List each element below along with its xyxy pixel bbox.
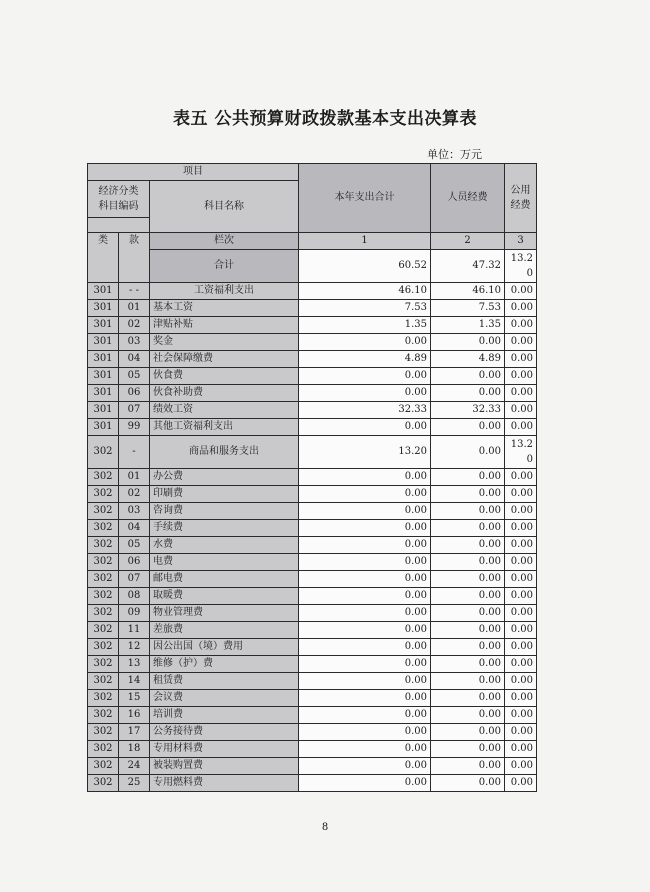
subject-name-header: 科目名称 (150, 181, 299, 233)
personnel-cell: 0.00 (431, 673, 505, 690)
public-cell: 0.00 (505, 351, 537, 368)
col-personnel-header: 人员经费 (431, 164, 505, 233)
personnel-cell: 0.00 (431, 334, 505, 351)
public-cell: 0.00 (505, 469, 537, 486)
table-row (88, 554, 537, 571)
subject-name-cell: 咨询费 (150, 503, 299, 520)
lei-cell: 302 (88, 469, 119, 486)
total-row (88, 250, 537, 283)
total-public: 13.20 (505, 250, 537, 283)
personnel-cell: 0.00 (431, 622, 505, 639)
lei-cell: 301 (88, 419, 119, 436)
personnel-cell: 0.00 (431, 436, 505, 469)
lei-cell: 301 (88, 385, 119, 402)
table-row (88, 317, 537, 334)
total-cell: 32.33 (299, 402, 431, 419)
public-cell: 0.00 (505, 402, 537, 419)
lei-cell: 302 (88, 775, 119, 792)
subject-name-cell: 邮电费 (150, 571, 299, 588)
personnel-cell: 0.00 (431, 639, 505, 656)
page-title: 表五 公共预算财政拨款基本支出决算表 (173, 109, 477, 129)
total-cell: 46.10 (299, 283, 431, 300)
total-cell: 0.00 (299, 605, 431, 622)
public-cell: 0.00 (505, 419, 537, 436)
subject-name-cell: 会议费 (150, 690, 299, 707)
subject-name-cell: 伙食费 (150, 368, 299, 385)
table-row (88, 300, 537, 317)
total-cell: 0.00 (299, 554, 431, 571)
personnel-cell: 0.00 (431, 469, 505, 486)
lane-header: 栏次 (150, 233, 299, 250)
kuan-cell: 08 (119, 588, 150, 605)
table-row (88, 656, 537, 673)
kuan-cell: - - (119, 283, 150, 300)
kuan-cell: 17 (119, 724, 150, 741)
personnel-cell: 0.00 (431, 605, 505, 622)
total-cell: 0.00 (299, 520, 431, 537)
public-cell: 0.00 (505, 758, 537, 775)
subject-name-cell: 专用材料费 (150, 741, 299, 758)
subject-name-cell: 基本工资 (150, 300, 299, 317)
kuan-cell: 09 (119, 605, 150, 622)
total-cell: 0.00 (299, 707, 431, 724)
lei-cell: 301 (88, 334, 119, 351)
table-row (88, 690, 537, 707)
page-number: 8 (321, 822, 329, 833)
table-row (88, 673, 537, 690)
personnel-cell: 0.00 (431, 707, 505, 724)
subject-name-cell: 津贴补贴 (150, 317, 299, 334)
lei-cell: 302 (88, 656, 119, 673)
table-row (88, 385, 537, 402)
total-label: 合计 (150, 250, 299, 283)
kuan-cell: 15 (119, 690, 150, 707)
lei-header: 类 (88, 233, 119, 283)
personnel-cell: 0.00 (431, 775, 505, 792)
total-cell: 0.00 (299, 486, 431, 503)
total-cell: 4.89 (299, 351, 431, 368)
col-public-header: 公用经费 (505, 164, 537, 233)
table-row (88, 622, 537, 639)
kuan-cell: 03 (119, 334, 150, 351)
table-row (88, 588, 537, 605)
public-cell: 0.00 (505, 741, 537, 758)
subject-name-cell: 培训费 (150, 707, 299, 724)
subject-name-cell: 租赁费 (150, 673, 299, 690)
subject-name-cell: 电费 (150, 554, 299, 571)
lei-cell: 301 (88, 351, 119, 368)
lei-cell: 301 (88, 283, 119, 300)
lei-cell: 301 (88, 300, 119, 317)
kuan-cell: 05 (119, 537, 150, 554)
subject-name-cell: 专用燃料费 (150, 775, 299, 792)
total-personnel: 47.32 (431, 250, 505, 283)
lei-cell: 302 (88, 622, 119, 639)
lei-cell: 302 (88, 639, 119, 656)
total-cell: 0.00 (299, 622, 431, 639)
kuan-header: 款 (119, 233, 150, 283)
public-cell: 0.00 (505, 724, 537, 741)
subject-name-cell: 绩效工资 (150, 402, 299, 419)
table-row (88, 469, 537, 486)
table-row (88, 707, 537, 724)
public-cell: 0.00 (505, 571, 537, 588)
lei-cell: 301 (88, 317, 119, 334)
table-row (88, 486, 537, 503)
header-row-project (88, 164, 537, 181)
subject-name-cell: 印刷费 (150, 486, 299, 503)
public-cell: 0.00 (505, 639, 537, 656)
public-cell: 0.00 (505, 317, 537, 334)
kuan-cell: 06 (119, 554, 150, 571)
table-row (88, 571, 537, 588)
subject-name-cell: 商品和服务支出 (150, 436, 299, 469)
lei-cell: 302 (88, 571, 119, 588)
lei-cell: 302 (88, 486, 119, 503)
kuan-cell: 04 (119, 520, 150, 537)
subject-name-cell: 办公费 (150, 469, 299, 486)
lei-cell: 302 (88, 707, 119, 724)
public-cell: 0.00 (505, 368, 537, 385)
table-row (88, 368, 537, 385)
public-cell: 0.00 (505, 283, 537, 300)
public-cell: 0.00 (505, 656, 537, 673)
subject-name-cell: 取暖费 (150, 588, 299, 605)
subject-name-cell: 社会保障缴费 (150, 351, 299, 368)
lei-cell: 301 (88, 402, 119, 419)
total-cell: 0.00 (299, 690, 431, 707)
personnel-cell: 0.00 (431, 520, 505, 537)
lei-cell: 302 (88, 758, 119, 775)
lei-cell: 302 (88, 673, 119, 690)
personnel-cell: 0.00 (431, 385, 505, 402)
kuan-cell: 11 (119, 622, 150, 639)
kuan-cell: 12 (119, 639, 150, 656)
kuan-cell: 05 (119, 368, 150, 385)
public-cell: 0.00 (505, 673, 537, 690)
table-row (88, 520, 537, 537)
total-cell: 0.00 (299, 385, 431, 402)
kuan-cell: 02 (119, 486, 150, 503)
kuan-cell: 01 (119, 469, 150, 486)
kuan-cell: - (119, 436, 150, 469)
lei-cell: 302 (88, 741, 119, 758)
lei-cell: 302 (88, 436, 119, 469)
personnel-cell: 0.00 (431, 656, 505, 673)
project-header: 项目 (88, 164, 299, 181)
personnel-cell: 7.53 (431, 300, 505, 317)
personnel-cell: 0.00 (431, 588, 505, 605)
kuan-cell: 07 (119, 402, 150, 419)
subject-name-cell: 奖金 (150, 334, 299, 351)
kuan-cell: 02 (119, 317, 150, 334)
table-row (88, 436, 537, 469)
table-row (88, 605, 537, 622)
total-cell: 0.00 (299, 571, 431, 588)
total-cell: 0.00 (299, 673, 431, 690)
personnel-cell: 0.00 (431, 554, 505, 571)
public-cell: 0.00 (505, 385, 537, 402)
total-cell: 7.53 (299, 300, 431, 317)
table-row (88, 334, 537, 351)
budget-table (87, 163, 537, 792)
public-cell: 0.00 (505, 300, 537, 317)
lane-1: 1 (299, 233, 431, 250)
table-row (88, 419, 537, 436)
table-row (88, 639, 537, 656)
total-cell: 1.35 (299, 317, 431, 334)
lei-cell: 301 (88, 368, 119, 385)
public-cell: 13.20 (505, 436, 537, 469)
table-row (88, 741, 537, 758)
lei-cell: 302 (88, 537, 119, 554)
personnel-cell: 0.00 (431, 419, 505, 436)
table-row (88, 724, 537, 741)
personnel-cell: 0.00 (431, 571, 505, 588)
table-row (88, 503, 537, 520)
public-cell: 0.00 (505, 690, 537, 707)
kuan-cell: 03 (119, 503, 150, 520)
total-cell: 0.00 (299, 639, 431, 656)
kuan-cell: 04 (119, 351, 150, 368)
col-total-header: 本年支出合计 (299, 164, 431, 233)
subject-name-cell: 工资福利支出 (150, 283, 299, 300)
subject-name-cell: 水费 (150, 537, 299, 554)
total-cell: 0.00 (299, 503, 431, 520)
table-row (88, 402, 537, 419)
public-cell: 0.00 (505, 537, 537, 554)
kuan-cell: 24 (119, 758, 150, 775)
total-cell: 0.00 (299, 758, 431, 775)
table-row (88, 758, 537, 775)
total-cell: 0.00 (299, 419, 431, 436)
personnel-cell: 4.89 (431, 351, 505, 368)
kuan-cell: 13 (119, 656, 150, 673)
personnel-cell: 0.00 (431, 368, 505, 385)
public-cell: 0.00 (505, 588, 537, 605)
total-cell: 0.00 (299, 656, 431, 673)
total-cell: 0.00 (299, 741, 431, 758)
kuan-cell: 01 (119, 300, 150, 317)
lei-cell: 302 (88, 520, 119, 537)
personnel-cell: 0.00 (431, 503, 505, 520)
total-cell: 0.00 (299, 588, 431, 605)
subject-code-label: 科目编码 (98, 201, 139, 212)
subject-name-cell: 物业管理费 (150, 605, 299, 622)
public-cell: 0.00 (505, 486, 537, 503)
subject-name-cell: 被装购置费 (150, 758, 299, 775)
kuan-cell: 25 (119, 775, 150, 792)
public-cell: 0.00 (505, 334, 537, 351)
kuan-cell: 14 (119, 673, 150, 690)
lei-cell: 302 (88, 605, 119, 622)
subject-name-cell: 公务接待费 (150, 724, 299, 741)
lane-3: 3 (505, 233, 537, 250)
subject-name-cell: 因公出国（境）费用 (150, 639, 299, 656)
kuan-cell: 07 (119, 571, 150, 588)
header-spacer (88, 218, 150, 233)
lei-cell: 302 (88, 690, 119, 707)
kuan-cell: 99 (119, 419, 150, 436)
public-cell: 0.00 (505, 554, 537, 571)
personnel-cell: 0.00 (431, 690, 505, 707)
personnel-cell: 46.10 (431, 283, 505, 300)
lei-cell: 302 (88, 503, 119, 520)
personnel-cell: 32.33 (431, 402, 505, 419)
subject-name-cell: 其他工资福利支出 (150, 419, 299, 436)
subject-name-cell: 手续费 (150, 520, 299, 537)
subject-name-cell: 差旅费 (150, 622, 299, 639)
total-cell: 0.00 (299, 368, 431, 385)
unit-label: 单位：万元 (427, 148, 482, 161)
total-cell: 0.00 (299, 469, 431, 486)
econ-class-label: 经济分类 (98, 186, 139, 197)
public-cell: 0.00 (505, 503, 537, 520)
personnel-cell: 0.00 (431, 758, 505, 775)
total-cell: 0.00 (299, 724, 431, 741)
table-row (88, 351, 537, 368)
lei-cell: 302 (88, 588, 119, 605)
personnel-cell: 1.35 (431, 317, 505, 334)
total-total: 60.52 (299, 250, 431, 283)
public-cell: 0.00 (505, 775, 537, 792)
public-cell: 0.00 (505, 605, 537, 622)
subject-name-cell: 伙食补助费 (150, 385, 299, 402)
lei-cell: 302 (88, 724, 119, 741)
econ-code-header (88, 181, 150, 218)
personnel-cell: 0.00 (431, 724, 505, 741)
total-cell: 13.20 (299, 436, 431, 469)
kuan-cell: 06 (119, 385, 150, 402)
lei-cell: 302 (88, 554, 119, 571)
header-row-lane (88, 233, 537, 250)
table-row (88, 775, 537, 792)
subject-name-cell: 维修（护）费 (150, 656, 299, 673)
public-cell: 0.00 (505, 707, 537, 724)
personnel-cell: 0.00 (431, 741, 505, 758)
public-cell: 0.00 (505, 622, 537, 639)
total-cell: 0.00 (299, 334, 431, 351)
table-row (88, 537, 537, 554)
personnel-cell: 0.00 (431, 537, 505, 554)
total-cell: 0.00 (299, 775, 431, 792)
personnel-cell: 0.00 (431, 486, 505, 503)
public-cell: 0.00 (505, 520, 537, 537)
kuan-cell: 18 (119, 741, 150, 758)
kuan-cell: 16 (119, 707, 150, 724)
total-cell: 0.00 (299, 537, 431, 554)
table-row (88, 283, 537, 300)
lane-2: 2 (431, 233, 505, 250)
